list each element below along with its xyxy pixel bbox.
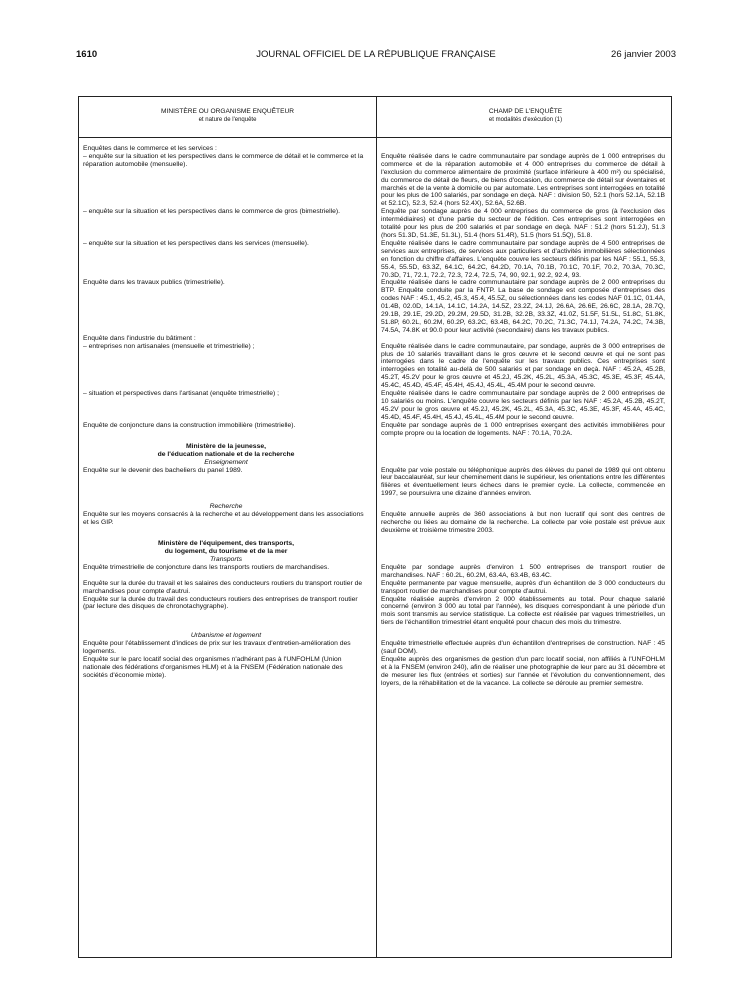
survey-scope: Enquête réalisée dans le cadre communautaire par sondage auprès de 4 500 entreprises de services aux entreprises, de services aux particuliers et d'activités immobilières sélectionnées en fonction du chiffre d'affaires. L'enquête couvre les secteurs définis par les NAF : 55.1, 55.3, 55.4, 55.5D, 63.3Z, 64.1C, 64.2C, 64.2D, 70.1A, 70.1B, 70.1C, 70.1F, 70.2, 70.3A, 70.3C, 70.3D, 71, 72.1, 72.2, 72.3, 72.4, 72.5, 74, 90, 92.1, 92.2, 92.4, 93. xyxy=(381,239,665,279)
table-row xyxy=(79,564,671,580)
ministry-heading-row xyxy=(79,540,671,564)
section-heading: Urbanisme et logement xyxy=(190,632,262,640)
survey-scope: Enquête annuelle auprès de 360 associations à but non lucratif qui sont des centres de recherche ou liées au domaine de la recherche. La collecte par voie postale est prévue aux deuxième et troisième trimestre 2003. xyxy=(381,511,665,534)
survey-table xyxy=(78,96,672,958)
ministry-name-line2: du logement, du tourisme et de la mer xyxy=(164,547,288,555)
ministry-name-line1: Ministère de l'équipement, des transports, xyxy=(157,539,295,547)
survey-scope: Enquête par sondage auprès de 1 000 entreprises exerçant des activités immobilières pour compte propre ou la location de logements. NAF : 70.1A, 70.2A. xyxy=(381,421,665,437)
survey-name: Enquête sur le parc locatif social des organismes n'adhérant pas à l'UNFOHLM (Union nationale des fédérations d'organismes HLM) et à la FNSEM (Fédération nationale des sociétés d'économie mixte). xyxy=(83,655,343,679)
survey-name: Enquête dans les travaux publics (trimestrielle). xyxy=(83,279,225,287)
ministry-name-line1: Ministère de la jeunesse, xyxy=(185,442,267,450)
table-row xyxy=(79,656,671,688)
survey-name: Enquête sur la durée du travail et les salaires des conducteurs routiers du transport routier de marchandises pour compte d'autrui. xyxy=(83,579,363,595)
survey-name: – entreprises non artisanales (mensuelle et trimestrielle) ; xyxy=(83,342,255,350)
column-header-right xyxy=(377,108,674,124)
survey-scope: Enquête réalisée dans le cadre communautaire par sondage auprès de 2 000 entreprises du BTP. Enquête conduite par la FNTP. La base de sondage est composée d'entreprises des codes NAF : 45.1, 45.2, 45.3, 45.4, 45.5Z, ou sélectionnées dans les codes NAF 01.1C, 01.4A, 01.4B, 02.0D, 14.1A, 14.1C, 14.2A, 14.5Z, 23.2Z, 24.1J, 26.6A, 26.6E, 26.6C, 28.1A, 28.7Q, 29.1B, 29.1E, 29.2D, 29.2M, 29.5D, 31.2B, 32.2B, 33.3Z, 41.0Z, 51.5F, 51.5L, 51.8C, 51.8K, 51.8P, 60.2L, 60.2M, 60.2P, 63.2C, 63.4B, 64.2C, 70.2C, 71.3C, 74.1J, 74.2A, 74.2C, 74.3B, 74.5A, 74.8K et 90.0 pour leur activité (secondaire) dans les travaux publics. xyxy=(381,279,665,334)
survey-scope: Enquête auprès des organismes de gestion d'un parc locatif social, non affiliés à l'UNFOHLM et à la FNSEM (environ 240), afin de réaliser une photographie de leur parc au 31 décembre et de mesurer les flux (entrées et sorties) sur l'année et l'évolution du conventionnement, des loyers, de la réhabilitation et de la vacance. La collecte se déroule au premier semestre. xyxy=(381,655,665,687)
ministry-heading-equipment xyxy=(79,540,375,564)
survey-scope: Enquête réalisée dans le cadre communautaire par sondage auprès de 1 000 entreprises du commerce et de la réparation automobile et 4 000 entreprises du commerce de détail à l'exclusion du commerce alimentaire de proximité (surface inférieure à 400 m²) ou spécialisé, du commerce de détail de fleurs, de biens d'occasion, du commerce de détail sur éventaires et marchés et de la vente à domicile ou par automate. Les entreprises sont interrogées en totalité pour les plus de 100 salariés, par sondage en deçà. NAF : division 50, 52.1 (hors 52.1A, 52.1B et 52.1C), 52.3, 52.4 (hors 52.4X), 52.6A, 52.6B. xyxy=(381,152,665,208)
section-heading-row xyxy=(79,632,671,640)
section-heading: Transports xyxy=(210,555,242,563)
column-header-right-subtitle: et modalités d'exécution (1) xyxy=(488,117,563,123)
column-header-left-subtitle: et nature de l'enquête xyxy=(198,117,257,123)
survey-scope: Enquête par voie postale ou téléphonique auprès des élèves du panel de 1989 qui ont obtenu leur baccalauréat, sur leur cheminement dans le supérieur, les orientations entre les différentes filières et éventuellement leurs échecs dans le premier cycle. La collecte, commencée en 1997, se poursuivra une dizaine d'années environ. xyxy=(381,466,665,498)
table-row xyxy=(79,580,671,596)
ministry-heading-education xyxy=(79,443,375,467)
survey-name: Enquête sur le devenir des bacheliers du panel 1989. xyxy=(83,466,243,474)
table-row xyxy=(79,596,671,628)
journal-title: JOURNAL OFFICIEL DE LA RÉPUBLIQUE FRANÇAISE xyxy=(256,49,496,60)
column-header-right-title: CHAMP DE L'ENQUÊTE xyxy=(488,108,563,115)
table-row xyxy=(79,343,671,390)
ministry-name-line2: de l'éducation nationale et de la recherche xyxy=(157,450,295,458)
ministry-heading-row xyxy=(79,443,671,467)
survey-name: Enquête trimestrielle de conjoncture dans les transports routiers de marchandises. xyxy=(83,563,330,571)
table-row xyxy=(79,145,671,153)
section-heading-row xyxy=(79,503,671,511)
table-row xyxy=(79,240,671,280)
survey-scope: Enquête par sondage auprès de 4 000 entreprises du commerce de gros (à l'exclusion des intermédiaires) et d'une partie du secteur de l'édition. Ces entreprises sont interrogées en totalité pour les plus de 200 salariés et par sondage en deçà. NAF : 51.2 (hors 51.2J), 51.3 (hors 51.3D, 51.3E, 51.3L), 51.4 (hors 51.4R), 51.5 (hors 51.5Q), 51.8. xyxy=(381,208,665,239)
survey-name: Enquête dans l'industrie du bâtiment : xyxy=(83,334,196,342)
table-row xyxy=(79,467,671,499)
table-header xyxy=(79,97,671,138)
section-heading: Recherche xyxy=(209,503,243,511)
survey-scope: Enquête permanente par vague mensuelle, auprès d'un échantillon de 3 000 conducteurs du transport routier de marchandises pour compte d'autrui. xyxy=(381,579,665,595)
survey-name: Enquête sur la durée du travail des conducteurs routiers des entreprises de transport routier (par lecture des disques de chronotachygraphe). xyxy=(83,595,358,611)
survey-name: Enquête de conjoncture dans la construction immobilière (trimestrielle). xyxy=(83,421,296,429)
table-row xyxy=(79,422,671,438)
survey-scope: Enquête trimestrielle effectuée auprès d'un échantillon d'entreprises de construction. NAF : 45 (sauf DOM). xyxy=(381,640,665,656)
survey-name: – enquête sur la situation et les perspectives dans les services (mensuelle). xyxy=(83,239,309,247)
table-row xyxy=(79,335,671,343)
column-header-left xyxy=(79,108,376,124)
survey-name: Enquête sur les moyens consacrés à la recherche et au développement dans les associations et les GIP. xyxy=(83,511,364,527)
table-row xyxy=(79,640,671,656)
page-header xyxy=(76,49,676,63)
table-row xyxy=(79,153,671,208)
survey-scope: Enquête réalisée dans le cadre communautaire, par sondage, auprès de 3 000 entreprises de plus de 10 salariés travaillant dans le gros œuvre et le second œuvre et qui ne sont pas interrogées dans le cadre de l'enquête sur les travaux publics. Ces entreprises sont interrogées en totalité au-delà de 500 salariés et par sondage en deçà. NAF : 45.2A, 45.2B, 45.2T, 45.2V pour le gros œuvre et 45.2J, 45.2K, 45.2L, 45.3A, 45.3C, 45.3E, 45.3F, 45.4A, 45.4C, 45.4D, 45.4F, 45.4H, 45.4J, 45.4L, 45.4M pour le second œuvre. xyxy=(381,342,665,390)
survey-name: – enquête sur la situation et les perspectives dans le commerce de gros (bimestrielle). xyxy=(83,208,340,216)
survey-scope: Enquête réalisée auprès d'environ 2 000 établissements au total. Pour chaque salarié concerné (environ 3 000 au total par l'année), les disques correspondant à une période d'un mois sont transmis au service statistique. La collecte est réalisée par vagues trimestrielles, un tiers de l'échantillon trimestriel étant enquêté pour chacun des mois du trimestre. xyxy=(381,595,665,627)
survey-scope: Enquête réalisée dans le cadre communautaire par sondage auprès de 2 000 entreprises de 10 salariés ou moins. L'enquête couvre les secteurs définis par les NAF : 45.2A, 45.2B, 45.2T, 45.2V pour le gros œuvre et 45.2J, 45.2K, 45.2L, 45.3A, 45.3C, 45.3E, 45.3F, 45.4A, 45.4C, 45.4D, 45.4F, 45.4H, 45.4J, 45.4L, 45.4M pour le second œuvre. xyxy=(381,390,665,421)
table-row xyxy=(79,511,671,535)
table-row xyxy=(79,279,671,334)
table-row xyxy=(79,390,671,422)
publication-date: 26 janvier 2003 xyxy=(611,49,676,60)
column-header-left-title: MINISTÈRE OU ORGANISME ENQUÊTEUR xyxy=(161,108,294,115)
page-number: 1610 xyxy=(76,49,98,60)
table-row xyxy=(79,208,671,240)
survey-scope xyxy=(375,335,671,343)
survey-name: – situation et perspectives dans l'artisanat (enquête trimestrielle) ; xyxy=(83,390,280,398)
survey-scope: Enquête par sondage auprès d'environ 1 500 entreprises de transport routier de marchandises. NAF : 60.2L, 60.2M, 63.4A, 63.4B, 63.4C. xyxy=(381,563,665,579)
section-heading: Enseignement xyxy=(204,458,248,466)
survey-name: – enquête sur la situation et les perspectives dans le commerce de détail et le commerce et la réparation automobile (mensuelle). xyxy=(83,152,364,168)
table-body xyxy=(79,145,671,957)
survey-name: Enquête pour l'établissement d'indices de prix sur les travaux d'entretien-amélioration des logements. xyxy=(83,640,351,656)
row-label: Enquêtes dans le commerce et les services : xyxy=(83,145,217,152)
